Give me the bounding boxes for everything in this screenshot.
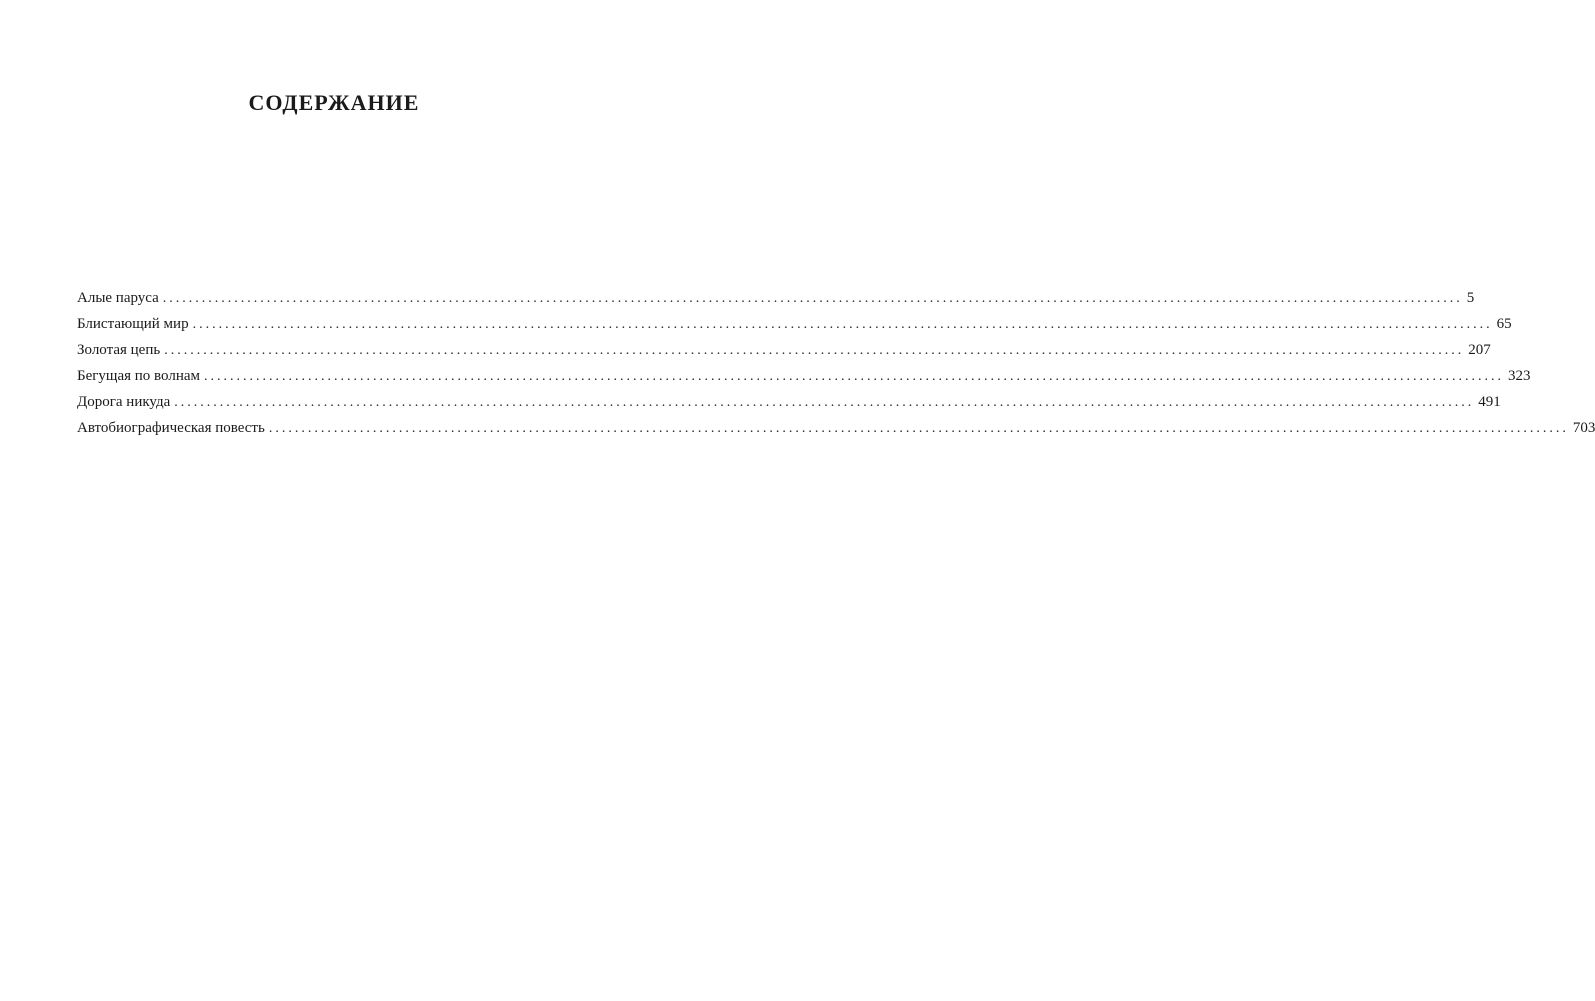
- toc-entry-page: 207: [1468, 342, 1491, 358]
- toc-entry-page: 703: [1572, 420, 1595, 436]
- toc-entry-title: Дорога никуда: [77, 394, 171, 410]
- toc-entry-title: Алые паруса: [77, 290, 159, 306]
- toc-leader-dots: ........................................................................................................................................................................................................: [162, 291, 1463, 306]
- toc-leader-dots: ........................................................................................................................................................................................................: [164, 343, 1465, 358]
- toc-entry: [77, 420, 1595, 446]
- page-title: СОДЕРЖАНИЕ: [248, 90, 420, 115]
- toc-entry: [77, 342, 1491, 368]
- toc-leader-dots: ........................................................................................................................................................................................................: [174, 395, 1475, 410]
- toc-leader-dots: ........................................................................................................................................................................................................: [268, 421, 1569, 436]
- toc-entry-title: Автобиографическая повесть: [77, 420, 265, 436]
- toc-entry-title: Блистающий мир: [77, 316, 189, 332]
- toc-list: [77, 290, 1595, 446]
- toc-entry: [77, 316, 1512, 342]
- toc-leader-dots: ........................................................................................................................................................................................................: [192, 317, 1493, 332]
- toc-entry: [77, 394, 1501, 420]
- toc-entry-page: 323: [1508, 368, 1531, 384]
- toc-entry: [77, 290, 1475, 316]
- toc-leader-dots: ........................................................................................................................................................................................................: [204, 369, 1505, 384]
- toc-entry-page: 491: [1478, 394, 1501, 410]
- toc-entry-page: 65: [1496, 316, 1512, 332]
- toc-entry-page: 5: [1466, 290, 1475, 306]
- toc-entry-title: Золотая цепь: [77, 342, 161, 358]
- toc-entry-title: Бегущая по волнам: [77, 368, 201, 384]
- toc-entry: [77, 368, 1531, 394]
